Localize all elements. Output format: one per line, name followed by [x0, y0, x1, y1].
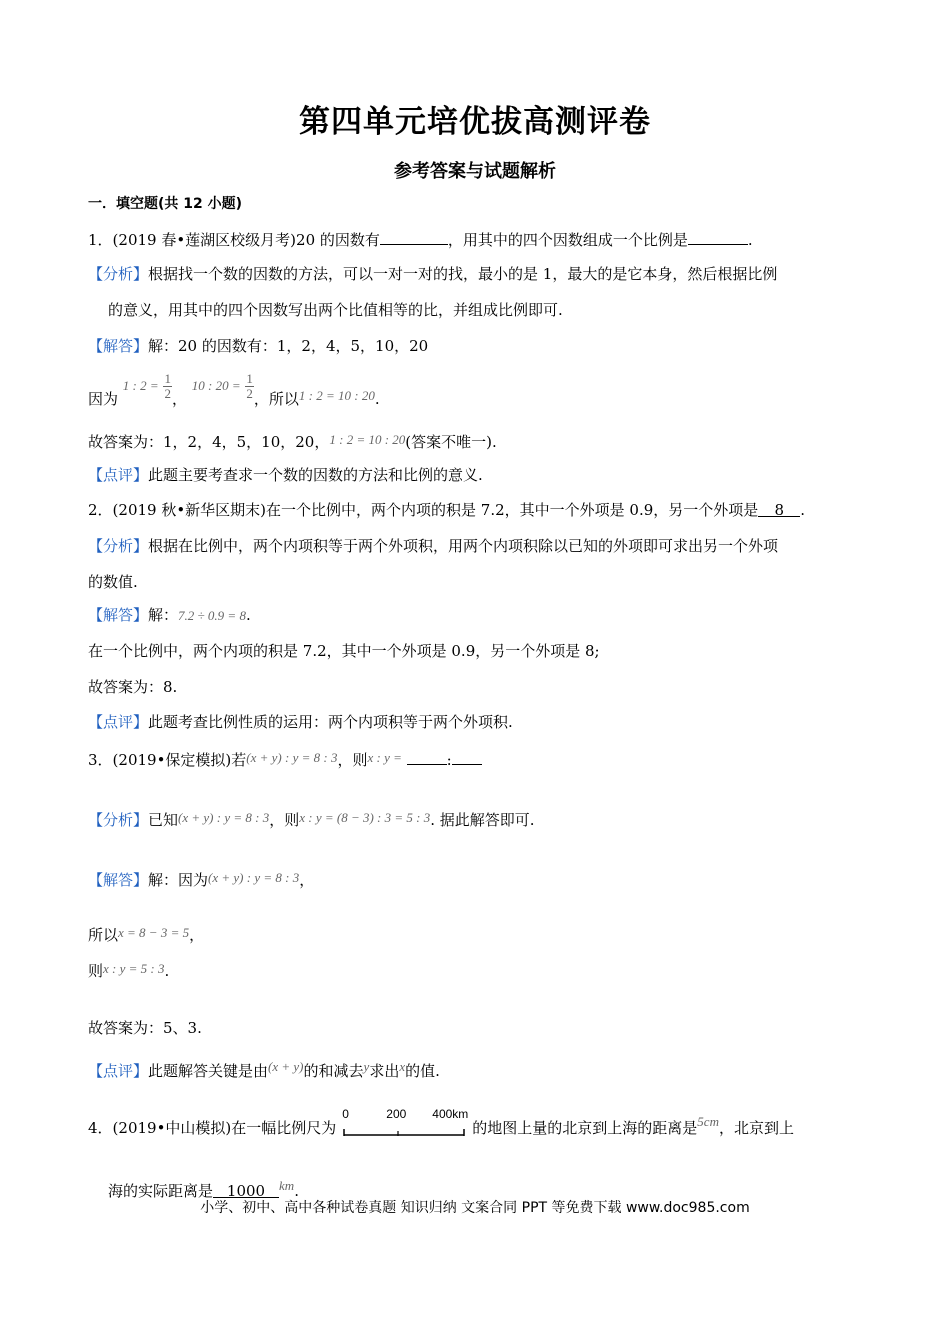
- scale-label-200: 200: [386, 1107, 407, 1121]
- q3-final: 故答案为：5、3.: [88, 1019, 202, 1037]
- section-heading: 一．填空题(共 12 小题): [88, 196, 243, 212]
- fraction-b: $\frac{1}{2}$: [246, 371, 253, 401]
- q2-stem: 2．(2019 秋•新华区期末)在一个比例中，两个内项的积是 7.2，其中一个外项是 0.9，另一个外项是 8 .: [88, 501, 806, 519]
- math-ratio-b: 10 : 20 =: [191, 378, 241, 394]
- footer-text: 小学、初中、高中各种试卷真题 知识归纳 文案合同 PPT 等免费下载 www.doc985.com: [200, 1200, 750, 1216]
- q1-comment: 【点评】此题主要考查求一个数的因数的方法和比例的意义.: [88, 466, 483, 484]
- q2-blank: 8: [758, 501, 800, 517]
- q1-blank-2: [688, 229, 748, 245]
- q1-stem-a: 1．(2019 春•莲湖区校级月考)20 的因数有: [88, 231, 380, 249]
- q4-line2: 海的实际距离是 1000 km.: [108, 1178, 299, 1200]
- page-subtitle: 参考答案与试题解析: [394, 161, 556, 182]
- q1-final: 故答案为：1，2，4，5，10，20，1 : 2 = 10 : 20(答案不唯一).: [88, 432, 497, 451]
- q3-so-line: 所以x = 8 − 3 = 5，: [88, 925, 205, 944]
- q1-answer-text: 解：20 的因数有：1，2，4，5，10，20: [148, 337, 429, 355]
- q4-stem: 4．(2019•中山模拟)在一幅比例尺为 0 200 400km 的地图上量的北京到上海的距离是5cm，北京到上: [88, 1114, 794, 1150]
- math-ratio-a: 1 : 2 =: [122, 378, 159, 394]
- q3-stem: 3．(2019•保定模拟)若(x + y) : y = 8 : 3，则x : y = :: [88, 749, 482, 769]
- q2-analysis: 【分析】根据在比例中，两个内项积等于两个外项积，用两个内项积除以已知的外项即可求出另一个外项: [88, 537, 779, 555]
- q4-blank: 1000: [213, 1182, 279, 1198]
- q1-because-line: 因为 1 : 2 = $\frac{1}{2}$ ， 10 : 20 = $\frac{1}{2}$ ，所以1 : 2 = 10 : 20.: [88, 371, 380, 409]
- final-math: 1 : 2 = 10 : 20: [329, 432, 406, 447]
- q4-distance-math: 5cm: [697, 1114, 719, 1129]
- q1-stem: [88, 229, 753, 249]
- q3-blank-1: [407, 749, 447, 765]
- page-title: 第四单元培优拔高测评卷: [299, 104, 651, 140]
- scale-bar-line: [342, 1115, 466, 1141]
- math-proportion: 1 : 2 = 10 : 20: [298, 388, 375, 404]
- q3-stem-math: (x + y) : y = 8 : 3: [246, 750, 338, 765]
- q1-stem-b: ，用其中的四个因数组成一个比例是: [447, 231, 688, 249]
- q3-blank-2: [452, 749, 482, 765]
- comment-tag: 【点评】: [88, 466, 149, 484]
- q2-answer-math: 7.2 ÷ 0.9 = 8: [178, 608, 246, 623]
- q2-final: 故答案为：8.: [88, 678, 178, 696]
- scale-label-0: 0: [342, 1107, 349, 1121]
- fraction-a: $\frac{1}{2}$: [164, 371, 171, 401]
- q1-stem-c: .: [747, 231, 753, 249]
- q2-comment: 【点评】此题考查比例性质的运用：两个内项积等于两个外项积.: [88, 713, 513, 731]
- q3-answer: 【解答】解：因为(x + y) : y = 8 : 3，: [88, 870, 315, 889]
- q1-blank-1: [380, 229, 448, 245]
- scale-label-400km: 400km: [432, 1107, 469, 1121]
- q2-answer: 【解答】解：7.2 ÷ 0.9 = 8.: [88, 606, 251, 624]
- q3-analysis: 【分析】已知(x + y) : y = 8 : 3，则x : y = (8 − 3) : 3 = 5 : 3. 据此解答即可.: [88, 810, 535, 829]
- q1-analysis: [88, 265, 777, 283]
- q2-analysis-cont: 的数值.: [88, 573, 138, 591]
- q3-then-line: 则x : y = 5 : 3.: [88, 961, 170, 980]
- analysis-tag: 【分析】: [88, 265, 149, 283]
- q2-line2: 在一个比例中，两个内项的积是 7.2，其中一个外项是 0.9，另一个外项是 8;: [88, 642, 600, 660]
- answer-tag: 【解答】: [88, 337, 149, 355]
- q1-analysis-cont: 的意义，用其中的四个因数写出两个比值相等的比，并组成比例即可.: [108, 301, 563, 319]
- because-word: 因为: [88, 390, 119, 409]
- map-scale-bar: [342, 1107, 469, 1141]
- q1-analysis-text: 根据找一个数的因数的方法，可以一对一对的找，最小的是 1，最大的是它本身，然后根据比例: [148, 265, 778, 283]
- q1-answer: [88, 337, 428, 355]
- q3-comment: 【点评】此题解答关键是由(x + y)的和减去y求出x的值.: [88, 1059, 440, 1080]
